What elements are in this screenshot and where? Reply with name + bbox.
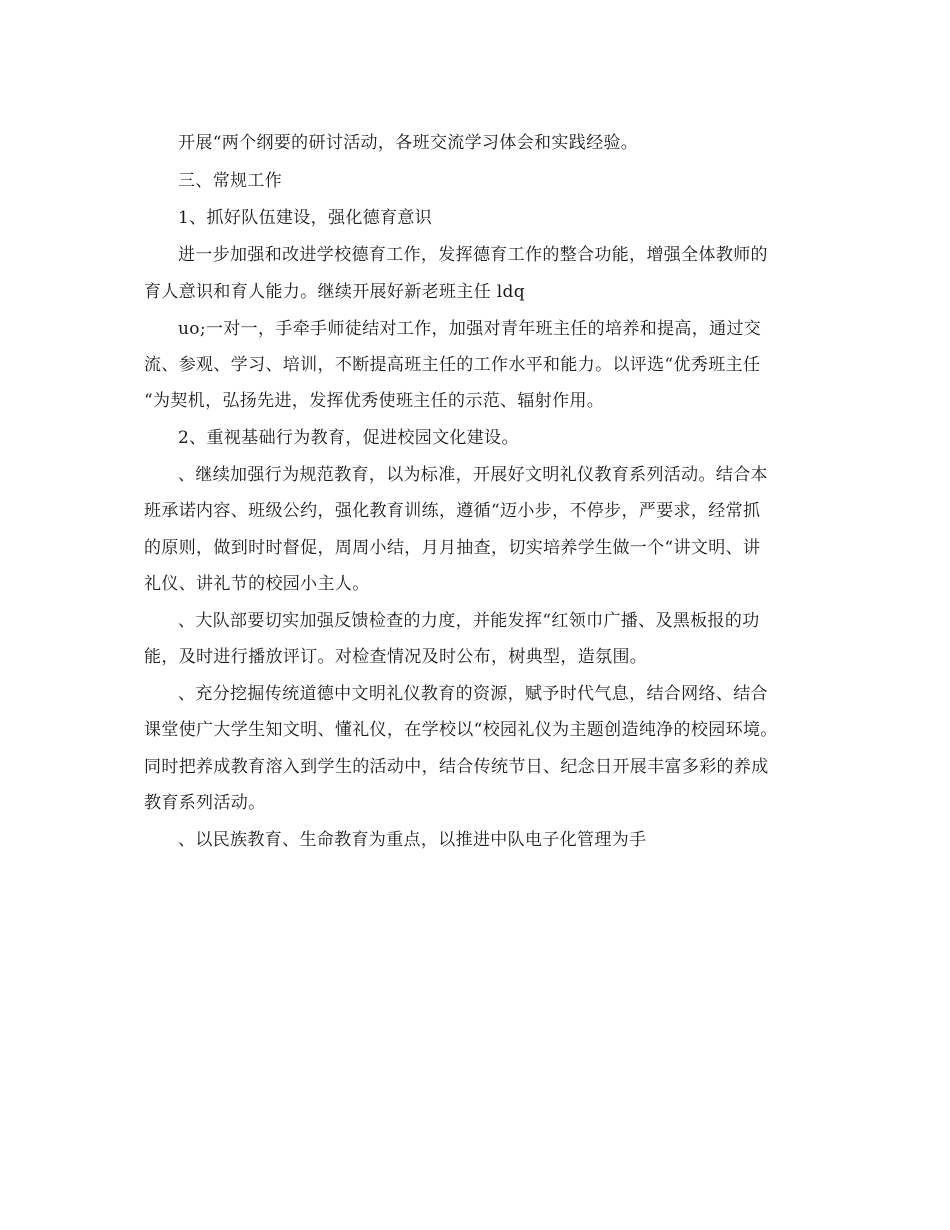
text-line: 育人意识和育人能力。继续开展好新老班主任 ldq: [144, 282, 526, 302]
section-heading: 三、常规工作: [178, 171, 283, 191]
text-line: 同时把养成教育溶入到学生的活动中，结合传统节日、纪念日开展丰富多彩的养成: [144, 757, 769, 777]
text-line: 、继续加强行为规范教育，以为标准，开展好文明礼仪教育系列活动。结合本: [178, 465, 768, 485]
text-line: “为契机，弘扬先进，发挥优秀使班主任的示范、辐射作用。: [144, 391, 605, 411]
text-line: uo;一对一，手牵手师徒结对工作，加强对青年班主任的培养和提高，通过交: [178, 319, 762, 339]
subsection-heading: 2、重视基础行为教育，促进校园文化建设。: [178, 428, 519, 448]
text-line: 、大队部要切实加强反馈检查的力度，并能发挥“红领巾广播、及黑板报的功: [178, 611, 760, 631]
text-line: 能，及时进行播放评订。对检查情况及时公布，树典型，造氛围。: [144, 647, 648, 667]
text-line: 教育系列活动。: [144, 793, 266, 813]
text-line: 、以民族教育、生命教育为重点，以推进中队电子化管理为手: [178, 830, 647, 850]
text-line: 流、参观、学习、培训，不断提高班主任的工作水平和能力。以评选“优秀班主任: [144, 355, 761, 375]
subsection-heading: 1、抓好队伍建设，强化德育意识: [178, 208, 433, 228]
text-line: 礼仪、讲礼节的校园小主人。: [144, 574, 370, 594]
text-line: 课堂使广大学生知文明、懂礼仪，在学校以“校园礼仪为主题创造纯净的校园环境。: [144, 720, 778, 740]
text-line: 的原则，做到时时督促，周周小结，月月抽查，切实培养学生做一个“讲文明、讲: [144, 538, 761, 558]
text-line: 、充分挖掘传统道德中文明礼仪教育的资源，赋予时代气息，结合网络、结合: [178, 684, 768, 704]
text-line: 进一步加强和改进学校德育工作，发挥德育工作的整合功能，增强全体教师的: [178, 245, 768, 265]
text-line: 班承诺内容、班级公约，强化教育训练，遵循“迈小步，不停步，严要求，经常抓: [144, 501, 761, 521]
text-line: 开展“两个纲要的研讨活动，各班交流学习体会和实践经验。: [178, 133, 639, 153]
